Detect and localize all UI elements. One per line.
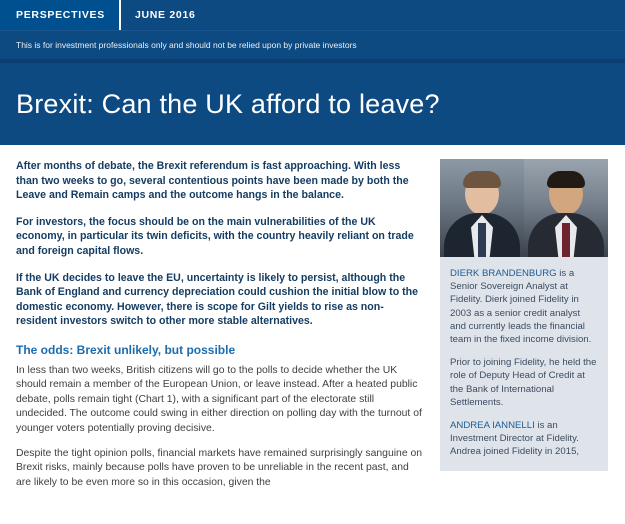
sidebar-column — [440, 159, 608, 501]
title-band — [0, 59, 625, 145]
main-column — [16, 159, 424, 501]
brand-label: PERSPECTIVES — [16, 9, 105, 21]
author-bio — [450, 356, 598, 409]
lead-paragraph: After months of debate, the Brexit referendum is fast approaching. With less than two weeks to go, several contentious points have been made by both the Leave and Remain camps and the outcome hangs in the balance. — [16, 160, 409, 202]
brand-tab — [0, 0, 119, 30]
author-bio-text: is an Investment Director at Fidelity. Andrea joined Fidelity in 2015, — [450, 420, 580, 458]
content-area — [0, 145, 625, 501]
avatar — [524, 159, 608, 257]
author-name: ANDREA IANNELLI — [450, 420, 535, 432]
page-title: Brexit: Can the UK afford to leave? — [16, 88, 440, 119]
avatar — [440, 159, 524, 257]
author-bio-text: Prior to joining Fidelity, he held the role of Deputy Head of Credit at the Bank of International Settlements. — [450, 357, 597, 408]
author-photos — [440, 159, 608, 257]
issue-tab — [121, 0, 210, 30]
disclaimer-band — [0, 30, 625, 59]
lead-paragraph: For investors, the focus should be on the main vulnerabilities of the UK economy, in particular its twin deficits, with the country heavily reliant on trade and foreign capital flows. — [16, 215, 414, 257]
body-paragraph: Despite the tight opinion polls, financial markets have remained surprisingly sanguine on Brexit risks, mainly because polls have proven to be unreliable in the recent past, and are likely to be even more so in this occasion, given the — [16, 447, 423, 488]
section-subheading: The odds: Brexit unlikely, but possible — [16, 342, 236, 357]
author-bio-block — [440, 257, 608, 471]
author-name: DIERK BRANDENBURG — [450, 268, 557, 279]
disclaimer-text: This is for investment professionals only and should not be relied upon by private investors — [16, 40, 357, 50]
top-ribbon — [0, 0, 625, 30]
author-bio — [450, 419, 598, 459]
lead-paragraph: If the UK decides to leave the EU, uncertainty is likely to persist, although the Bank of England and currency depreciation could cushion the initial blow to the domestic economy. However, there is scope for Gilt yields to rise as non-resident investors switch to other more stable alternatives. — [16, 271, 419, 328]
issue-label: JUNE 2016 — [134, 9, 196, 21]
body-paragraph: In less than two weeks, British citizens will go to the polls to decide whether the UK should remain a member of the European Union, or leave instead. After a heated public debate, polls remain tight (Chart 1), with a significant part of the electorate still undecided. The outcome could swing in either direction on polling day with the turnout of younger voters potentially proving decisive. — [16, 364, 422, 434]
author-bio-text: is a Senior Sovereign Analyst at Fidelity. Dierk joined Fidelity in 2003 as a senior credit analyst and currently leads the financial team in the fixed income division. — [450, 268, 592, 346]
author-bio — [450, 267, 598, 346]
